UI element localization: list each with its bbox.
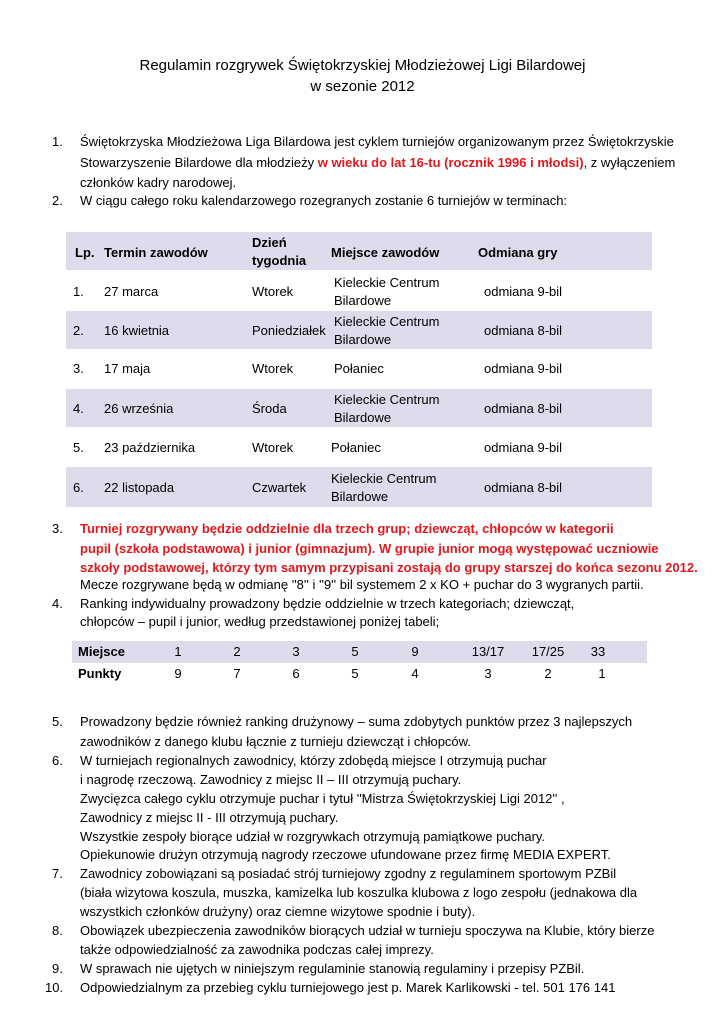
row-dzien: Środa — [252, 401, 287, 416]
schedule-header-row — [66, 232, 652, 270]
p6-line2: i nagrodę rzeczową. Zawodnicy z miejsc II – III otrzymują puchary. — [80, 772, 462, 787]
row-termin: 26 września — [104, 401, 174, 416]
p3-number: 3. — [52, 521, 63, 536]
doc-title-line1: Regulamin rozgrywek Świętokrzyskiej Młodzieżowej Ligi Bilardowej — [139, 57, 586, 74]
table-row — [66, 389, 652, 427]
row-odmiana: odmiana 9-bil — [484, 361, 563, 376]
p4-number: 4. — [52, 596, 63, 611]
row-lp: 3. — [73, 361, 84, 376]
table-row — [66, 467, 652, 507]
row-odmiana: odmiana 8-bil — [484, 323, 563, 338]
ranking-cell: 9 — [174, 666, 182, 681]
ranking-cell: 7 — [233, 666, 241, 681]
header-miejsce: Miejsce zawodów — [331, 245, 440, 260]
p3-line1: Turniej rozgrywany będzie oddzielnie dla trzech grup; dziewcząt, chłopców w kategorii — [80, 521, 614, 536]
header-dzien-2: tygodnia — [252, 253, 307, 268]
ranking-label-miejsce: Miejsce — [78, 644, 125, 659]
p7-line1: Zawodnicy zobowiązani są posiadać strój turniejowy zgodny z regulaminem sportowym PZBil — [80, 866, 617, 881]
p9-number: 9. — [52, 961, 63, 976]
row-miejsce-1: Kieleckie Centrum — [334, 314, 440, 329]
p10-line1: Odpowiedzialnym za przebieg cyklu turniejowego jest p. Marek Karlikowski - tel. 501 176 141 — [80, 980, 616, 995]
p1-line3: członków kadry narodowej. — [80, 175, 237, 190]
ranking-punkty-row — [72, 665, 647, 687]
ranking-cell: 2 — [544, 666, 552, 681]
row-lp: 1. — [73, 284, 84, 299]
ranking-cell: 2 — [233, 644, 241, 659]
p8-number: 8. — [52, 923, 63, 938]
row-odmiana: odmiana 8-bil — [484, 401, 563, 416]
row-miejsce-1: Kieleckie Centrum — [331, 471, 437, 486]
row-miejsce-2: Bilardowe — [331, 489, 389, 504]
ranking-cell: 4 — [411, 666, 419, 681]
row-miejsce-1: Kieleckie Centrum — [334, 275, 440, 290]
row-lp: 5. — [73, 440, 84, 455]
row-odmiana: odmiana 9-bil — [484, 440, 563, 455]
row-termin: 17 maja — [104, 361, 151, 376]
p6-line4: Zawodnicy z miejsc II - III otrzymują puchary. — [80, 810, 339, 825]
table-row — [66, 272, 652, 310]
p4-line1: Ranking indywidualny prowadzony będzie oddzielnie w trzech kategoriach; dziewcząt, — [80, 596, 575, 611]
row-dzien: Wtorek — [252, 361, 294, 376]
p8-line2: także odpowiedzialność za zawodnika podczas całej imprezy. — [80, 942, 434, 957]
table-row — [66, 311, 652, 349]
row-miejsce-1: Połaniec — [334, 361, 384, 376]
p5-line2: zawodników z danego klubu łącznie z turnieju dziewcząt i chłopców. — [80, 734, 471, 749]
p3-line3: szkoły podstawowej, którzy tym samym przypisani zostają do grupy starszej do końca sezonu 2012. — [80, 560, 698, 575]
row-dzien: Czwartek — [252, 480, 307, 495]
header-dzien-1: Dzień — [252, 235, 287, 250]
p6-line3: Zwycięzca całego cyklu otrzymuje puchar i tytuł ''Mistrza Świętokrzyskiej Ligi 2012'' , — [80, 791, 565, 806]
p7-number: 7. — [52, 866, 63, 881]
p4-line2: chłopców – pupil i junior, według przedstawionej poniżej tabeli; — [80, 614, 440, 629]
p1-line2 — [80, 154, 675, 172]
p3-line4: Mecze rozgrywane będą w odmianę ''8'' i ''9'' bil systemem 2 x KO + puchar do 3 wygranych partii. — [80, 577, 644, 592]
p6-line5: Wszystkie zespoły biorące udział w rozgrywkach otrzymują pamiątkowe puchary. — [80, 829, 546, 844]
p2-number: 2. — [52, 193, 63, 208]
p1-number: 1. — [52, 134, 63, 149]
ranking-cell: 5 — [351, 666, 359, 681]
p7-line3: wszystkich członków drużyny) oraz ciemne wizytowe spodnie i buty). — [80, 904, 476, 919]
row-miejsce-2: Bilardowe — [334, 332, 392, 347]
p1-age-highlight: w wieku do lat 16-tu (rocznik 1996 i młodsi) — [317, 155, 584, 170]
p1-line2-a: Stowarzyszenie Bilardowe dla młodzieży — [80, 155, 318, 170]
header-termin: Termin zawodów — [104, 245, 208, 260]
ranking-cell: 13/17 — [471, 644, 505, 659]
p5-number: 5. — [52, 714, 63, 729]
ranking-cell: 1 — [598, 666, 606, 681]
doc-title-line2: w sezonie 2012 — [310, 78, 415, 95]
ranking-cell: 3 — [484, 666, 492, 681]
row-dzien: Wtorek — [252, 284, 294, 299]
row-dzien: Poniedziałek — [252, 323, 326, 338]
row-termin: 23 października — [104, 440, 196, 455]
ranking-cell: 1 — [174, 644, 182, 659]
row-lp: 2. — [73, 323, 84, 338]
ranking-cell: 6 — [292, 666, 300, 681]
p6-number: 6. — [52, 753, 63, 768]
p1-line1: Świętokrzyska Młodzieżowa Liga Bilardowa jest cyklem turniejów organizowanym przez Świętokrzyskie — [80, 134, 674, 149]
row-dzien: Wtorek — [252, 440, 294, 455]
row-termin: 16 kwietnia — [104, 323, 170, 338]
header-lp: Lp. — [75, 245, 95, 260]
ranking-cell: 5 — [351, 644, 359, 659]
ranking-cell: 17/25 — [531, 644, 565, 659]
ranking-cell: 3 — [292, 644, 300, 659]
p5-line1: Prowadzony będzie również ranking drużynowy – suma zdobytych punktów przez 3 najlepszych — [80, 714, 633, 729]
p8-line1: Obowiązek ubezpieczenia zawodników biorących udział w turnieju spoczywa na Klubie, który bierze — [80, 923, 655, 938]
row-odmiana: odmiana 9-bil — [484, 284, 563, 299]
ranking-miejsce-row — [72, 641, 647, 663]
row-lp: 6. — [73, 480, 84, 495]
p7-line2: (biała wizytowa koszula, muszka, kamizelka lub koszulka klubowa z logo zespołu (jednakowa dla — [80, 885, 638, 900]
table-row — [66, 350, 652, 388]
ranking-cell: 33 — [590, 644, 606, 659]
row-miejsce-1: Kieleckie Centrum — [334, 392, 440, 407]
row-miejsce-2: Bilardowe — [334, 410, 392, 425]
ranking-cell: 9 — [411, 644, 419, 659]
p3-line2: pupil (szkoła podstawowa) i junior (gimnazjum). W grupie junior mogą występować uczniowie — [80, 541, 659, 556]
row-termin: 22 listopada — [104, 480, 175, 495]
row-lp: 4. — [73, 401, 84, 416]
ranking-label-punkty: Punkty — [78, 666, 122, 681]
p1-line2-b: , z wyłączeniem — [583, 155, 676, 170]
p2-line1: W ciągu całego roku kalendarzowego rozegranych zostanie 6 turniejów w terminach: — [80, 193, 568, 208]
p6-line1: W turniejach regionalnych zawodnicy, którzy zdobędą miejsce I otrzymują puchar — [80, 753, 547, 768]
row-odmiana: odmiana 8-bil — [484, 480, 563, 495]
row-miejsce-1: Połaniec — [331, 440, 381, 455]
p10-number: 10. — [45, 980, 64, 995]
table-row — [66, 428, 652, 466]
p6-line6: Opiekunowie drużyn otrzymują nagrody rzeczowe ufundowane przez firmę MEDIA EXPERT. — [80, 847, 611, 862]
p9-line1: W sprawach nie ujętych w niniejszym regulaminie stanowią regulaminy i przepisy PZBil. — [80, 961, 585, 976]
row-miejsce-2: Bilardowe — [334, 293, 392, 308]
row-termin: 27 marca — [104, 284, 159, 299]
header-odmiana: Odmiana gry — [478, 245, 558, 260]
